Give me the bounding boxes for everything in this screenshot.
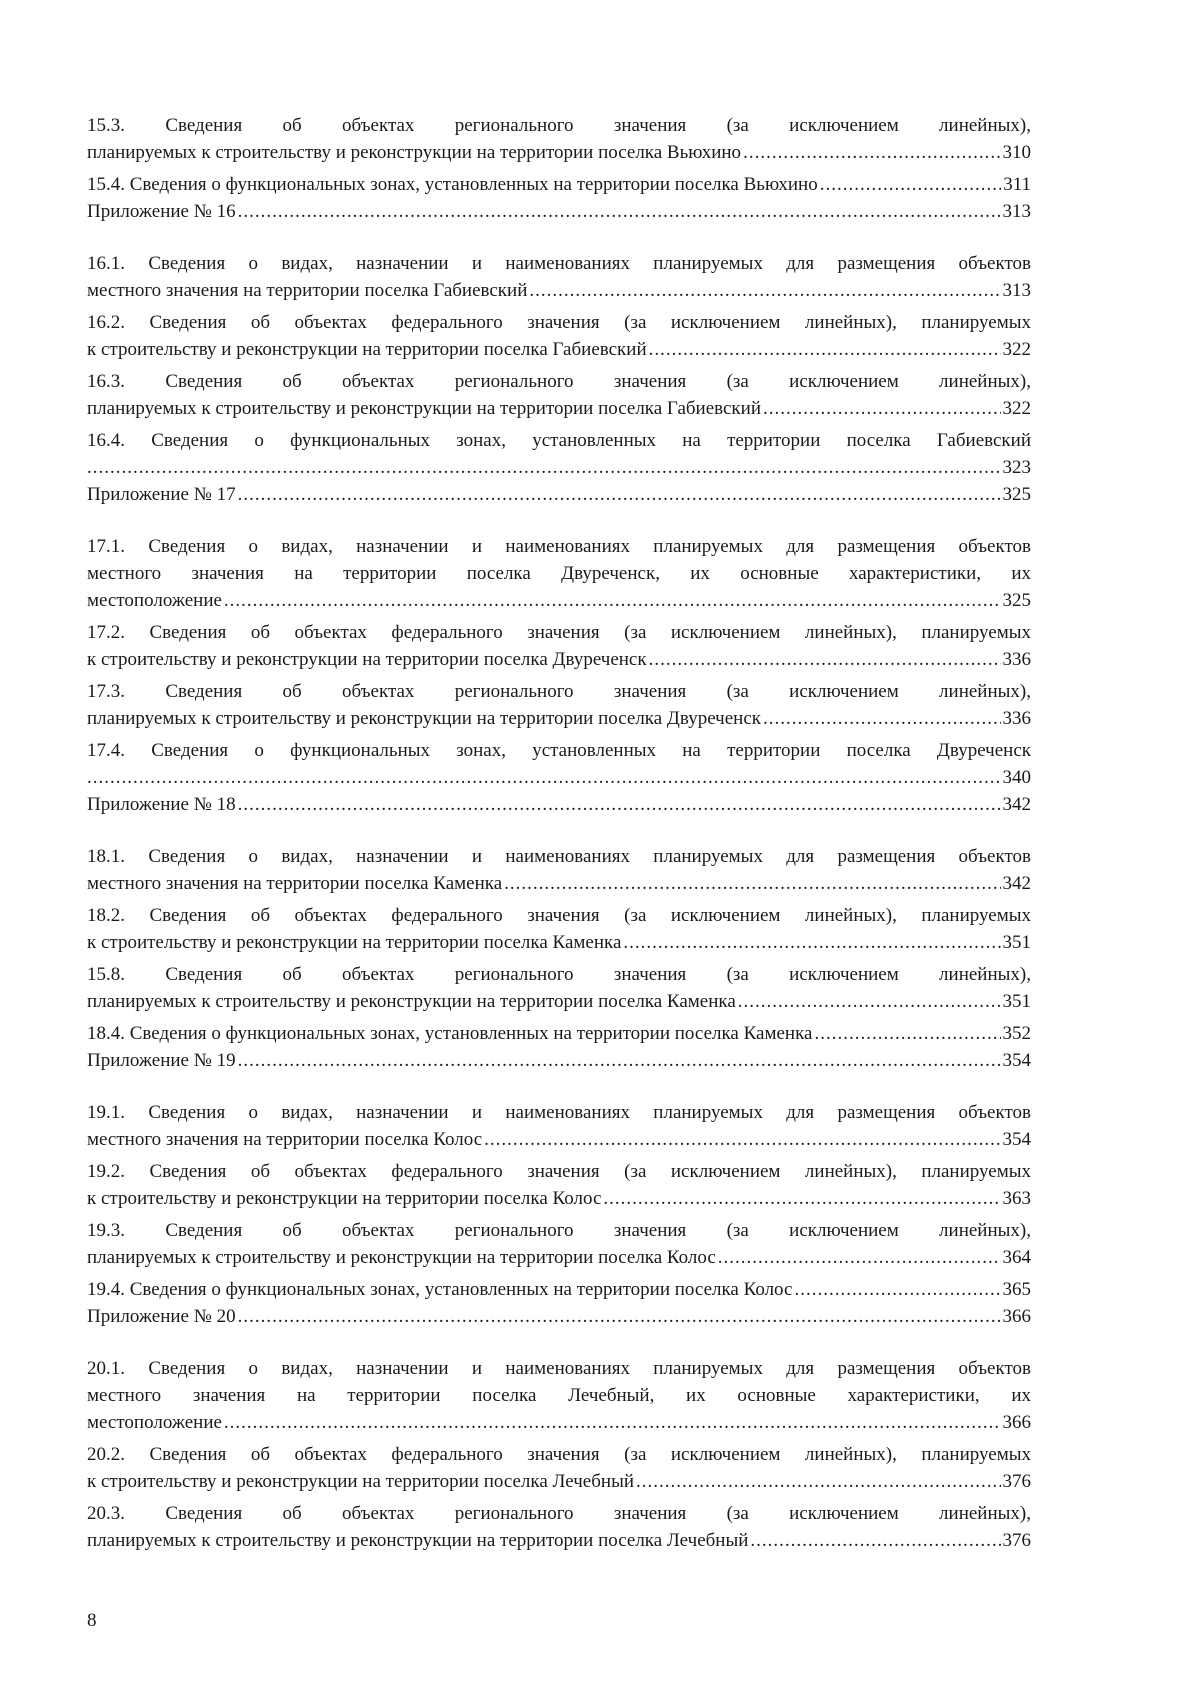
- dot-leader: [238, 198, 1001, 225]
- toc-entry-16-1[interactable]: [87, 250, 1031, 304]
- dot-leader: [743, 139, 1000, 166]
- toc-entry-line: к строительству и реконструкции на территории поселка Колос: [87, 1188, 602, 1209]
- dot-leader: [763, 705, 1001, 732]
- dot-leader: [224, 587, 1001, 614]
- dot-leader: [603, 1185, 1000, 1212]
- toc-entry-line: 18.1. Сведения о видах, назначении и наименованиях планируемых для размещения объектов: [87, 846, 1031, 867]
- toc-appendix-label: Приложение № 19: [87, 1050, 236, 1071]
- toc-entry-line: планируемых к строительству и реконструкции на территории поселка Вьюхино: [87, 142, 742, 163]
- dot-leader: [738, 988, 1001, 1015]
- toc-appendix-label: Приложение № 18: [87, 794, 236, 815]
- toc-page-number: 352: [1002, 1023, 1031, 1044]
- dot-leader: [224, 1409, 1001, 1436]
- toc-entry-17-4[interactable]: [87, 737, 1031, 791]
- table-of-contents: [87, 112, 1031, 1559]
- toc-entry-line: к строительству и реконструкции на территории поселка Двуреченск: [87, 649, 647, 670]
- toc-entry-line: планируемых к строительству и реконструкции на территории поселка Колос: [87, 1247, 716, 1268]
- toc-page-number: 310: [1002, 142, 1031, 163]
- toc-entry-18-1[interactable]: [87, 843, 1031, 897]
- dot-leader: [763, 395, 1001, 422]
- toc-page-number: 340: [1002, 767, 1031, 788]
- toc-page-number: 313: [1002, 201, 1031, 222]
- toc-page-number: 322: [1002, 339, 1031, 360]
- dot-leader: [636, 1468, 1000, 1495]
- toc-entry-line: 16.3. Сведения об объектах регионального значения (за исключением линейных),: [87, 371, 1031, 392]
- toc-entry-line: 15.4. Сведения о функциональных зонах, установленных на территории поселка Вьюхино: [87, 174, 818, 195]
- toc-entry-line: планируемых к строительству и реконструкции на территории поселка Каменка: [87, 991, 736, 1012]
- dot-leader: [529, 277, 1000, 304]
- toc-entry-line: 17.4. Сведения о функциональных зонах, установленных на территории поселка Двуреченск: [87, 740, 1031, 761]
- toc-entry-line: местного значения на территории поселка Лечебный, их основные характеристики, их: [87, 1385, 1031, 1406]
- toc-entry-line: 19.1. Сведения о видах, назначении и наименованиях планируемых для размещения объектов: [87, 1102, 1031, 1123]
- toc-entry-line: 20.2. Сведения об объектах федерального значения (за исключением линейных), планируемых: [87, 1444, 1031, 1465]
- toc-page-number: 311: [1003, 174, 1031, 195]
- page-number: 8: [87, 1610, 97, 1631]
- toc-entry-20-2[interactable]: [87, 1441, 1031, 1495]
- dot-leader: [238, 1303, 1001, 1330]
- toc-entry-line: 19.3. Сведения об объектах регионального значения (за исключением линейных),: [87, 1220, 1031, 1241]
- toc-entry-line: 16.1. Сведения о видах, назначении и наименованиях планируемых для размещения объектов: [87, 253, 1031, 274]
- toc-entry-line: 15.8. Сведения об объектах регионального значения (за исключением линейных),: [87, 964, 1031, 985]
- toc-page-number: 351: [1002, 932, 1031, 953]
- toc-entry-line: 19.2. Сведения об объектах федерального значения (за исключением линейных), планируемых: [87, 1161, 1031, 1182]
- dot-leader: [820, 171, 1001, 198]
- toc-page-number: 336: [1002, 649, 1031, 670]
- toc-entry-17-3[interactable]: [87, 678, 1031, 732]
- toc-page-number: 342: [1002, 873, 1031, 894]
- dot-leader: [238, 791, 1001, 818]
- toc-entry-line: 18.2. Сведения об объектах федерального значения (за исключением линейных), планируемых: [87, 905, 1031, 926]
- toc-entry-line: к строительству и реконструкции на территории поселка Габиевский: [87, 339, 647, 360]
- dot-leader: [238, 1047, 1001, 1074]
- dot-leader: [87, 764, 1001, 791]
- dot-leader: [649, 336, 1001, 363]
- toc-entry-line: 20.1. Сведения о видах, назначении и наименованиях планируемых для размещения объектов: [87, 1358, 1031, 1379]
- toc-page-number: 342: [1002, 794, 1031, 815]
- toc-entry-line: 17.1. Сведения о видах, назначении и наименованиях планируемых для размещения объектов: [87, 536, 1031, 557]
- toc-page-number: 376: [1002, 1530, 1031, 1551]
- toc-entry-19-3[interactable]: [87, 1217, 1031, 1271]
- toc-entry-17-1[interactable]: [87, 533, 1031, 614]
- toc-appendix-17[interactable]: [87, 481, 1031, 508]
- toc-entry-line: 18.4. Сведения о функциональных зонах, установленных на территории поселка Каменка: [87, 1023, 813, 1044]
- toc-entry-line: 16.4. Сведения о функциональных зонах, установленных на территории поселка Габиевский: [87, 430, 1031, 451]
- toc-appendix-20[interactable]: [87, 1303, 1031, 1330]
- toc-entry-line: местного значения на территории поселка Габиевский: [87, 280, 528, 301]
- toc-entry-line: местного значения на территории поселка Колос: [87, 1129, 483, 1150]
- toc-page-number: 364: [1002, 1247, 1031, 1268]
- toc-entry-16-2[interactable]: [87, 309, 1031, 363]
- toc-appendix-label: Приложение № 16: [87, 201, 236, 222]
- dot-leader: [623, 929, 1000, 956]
- toc-entry-17-2[interactable]: [87, 619, 1031, 673]
- toc-page-number: 354: [1002, 1050, 1031, 1071]
- toc-page-number: 354: [1002, 1129, 1031, 1150]
- toc-entry-line: местоположение: [87, 590, 222, 611]
- toc-entry-18-2[interactable]: [87, 902, 1031, 956]
- toc-page-number: 376: [1002, 1471, 1031, 1492]
- toc-entry-16-3[interactable]: [87, 368, 1031, 422]
- dot-leader: [750, 1527, 1000, 1554]
- toc-appendix-label: Приложение № 17: [87, 484, 236, 505]
- toc-page-number: 363: [1002, 1188, 1031, 1209]
- toc-page-number: 325: [1002, 484, 1031, 505]
- dot-leader: [504, 870, 1000, 897]
- toc-page-number: 325: [1002, 590, 1031, 611]
- toc-entry-16-4[interactable]: [87, 427, 1031, 481]
- dot-leader: [814, 1020, 1000, 1047]
- toc-entry-line: местного значения на территории поселка Каменка: [87, 873, 503, 894]
- toc-entry-20-1[interactable]: [87, 1355, 1031, 1436]
- toc-appendix-label: Приложение № 20: [87, 1306, 236, 1327]
- toc-entry-line: 17.3. Сведения об объектах регионального значения (за исключением линейных),: [87, 681, 1031, 702]
- toc-page-number: 313: [1002, 280, 1031, 301]
- toc-entry-15-4[interactable]: [87, 171, 1031, 198]
- toc-entry-line: планируемых к строительству и реконструкции на территории поселка Лечебный: [87, 1530, 749, 1551]
- toc-entry-15-8[interactable]: [87, 961, 1031, 1015]
- toc-page-number: 336: [1002, 708, 1031, 729]
- dot-leader: [238, 481, 1001, 508]
- dot-leader: [484, 1126, 1000, 1153]
- toc-entry-line: местного значения на территории поселка Двуреченск, их основные характеристики, их: [87, 563, 1031, 584]
- toc-entry-18-4[interactable]: [87, 1020, 1031, 1047]
- toc-appendix-19[interactable]: [87, 1047, 1031, 1074]
- toc-appendix-18[interactable]: [87, 791, 1031, 818]
- toc-entry-15-3[interactable]: [87, 112, 1031, 166]
- toc-entry-line: к строительству и реконструкции на территории поселка Каменка: [87, 932, 622, 953]
- toc-entry-line: 17.2. Сведения об объектах федерального значения (за исключением линейных), планируемых: [87, 622, 1031, 643]
- toc-page-number: 366: [1002, 1306, 1031, 1327]
- toc-entry-19-1[interactable]: [87, 1099, 1031, 1153]
- toc-entry-line: 19.4. Сведения о функциональных зонах, установленных на территории поселка Колос: [87, 1279, 793, 1300]
- toc-entry-line: местоположение: [87, 1412, 222, 1433]
- toc-entry-line: планируемых к строительству и реконструкции на территории поселка Габиевский: [87, 398, 761, 419]
- toc-appendix-16[interactable]: [87, 198, 1031, 225]
- toc-entry-line: 20.3. Сведения об объектах регионального значения (за исключением линейных),: [87, 1503, 1031, 1524]
- dot-leader: [718, 1244, 1001, 1271]
- toc-entry-line: к строительству и реконструкции на территории поселка Лечебный: [87, 1471, 635, 1492]
- toc-page-number: 322: [1002, 398, 1031, 419]
- toc-entry-line: планируемых к строительству и реконструкции на территории поселка Двуреченск: [87, 708, 761, 729]
- toc-page-number: 366: [1002, 1412, 1031, 1433]
- dot-leader: [794, 1276, 1000, 1303]
- dot-leader: [649, 646, 1001, 673]
- toc-entry-19-4[interactable]: [87, 1276, 1031, 1303]
- toc-page-number: 365: [1002, 1279, 1031, 1300]
- toc-entry-line: 15.3. Сведения об объектах регионального значения (за исключением линейных),: [87, 115, 1031, 136]
- toc-entry-line: 16.2. Сведения об объектах федерального значения (за исключением линейных), планируемых: [87, 312, 1031, 333]
- toc-page-number: 323: [1002, 457, 1031, 478]
- toc-page-number: 351: [1002, 991, 1031, 1012]
- toc-entry-20-3[interactable]: [87, 1500, 1031, 1554]
- dot-leader: [87, 454, 1001, 481]
- toc-entry-19-2[interactable]: [87, 1158, 1031, 1212]
